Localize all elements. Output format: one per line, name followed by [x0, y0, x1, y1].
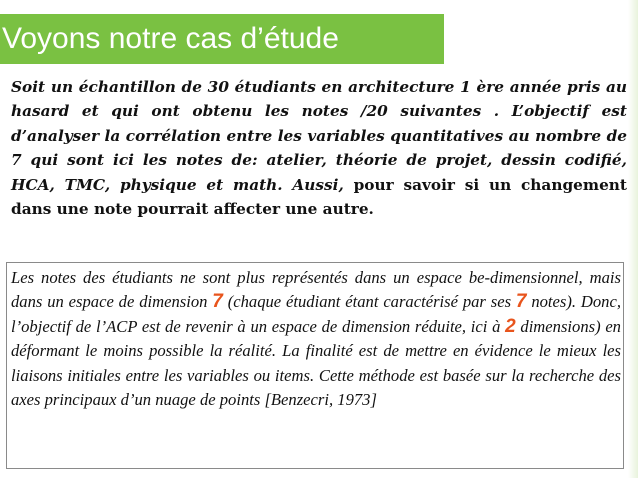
notes-number-7: 7 [515, 291, 527, 313]
explanation-paragraph [11, 266, 621, 412]
reduced-dimension-number-2: 2 [505, 315, 516, 337]
slide-title: Voyons notre cas d’étude [2, 22, 339, 55]
intro-paragraph [11, 75, 627, 221]
side-decoration [628, 0, 638, 478]
explanation-text-4: dimensions) en déformant le moins possible la réalité. La finalité est de mettre en évidence le mieux les liaisons initiales entre les variables ou items. Cette méthode est basée sur la recherche des axes principaux d’un nuage de points [Benzecri, 1973] [11, 316, 621, 410]
dimension-number-7: 7 [212, 291, 223, 313]
explanation-text-2: (chaque étudiant étant caractérisé par ses [222, 292, 516, 312]
intro-italic-text: Soit un échantillon de 30 étudiants en architecture 1 ère année pris au hasard et qui ont obtenu les notes /20 suivantes . L’objectif est d’analyser la corrélation entre les variables quantitatives au nombre de 7 qui sont ici les notes de: atelier, théorie de projet, dessin codifié, HCA, TMC, physique et math. Aussi, [11, 78, 627, 194]
explanation-text-1: Les notes des étudiants ne sont plus représentés dans un espace be-dimensionnel, mais dans un espace de dimension [11, 268, 621, 312]
intro-upright-text: pour savoir si un changement dans une note pourrait affecter une autre. [11, 175, 627, 219]
explanation-text-3: notes). Donc, l’objectif de l’ACP est de revenir à un espace de dimension réduite, ici à [11, 292, 621, 336]
